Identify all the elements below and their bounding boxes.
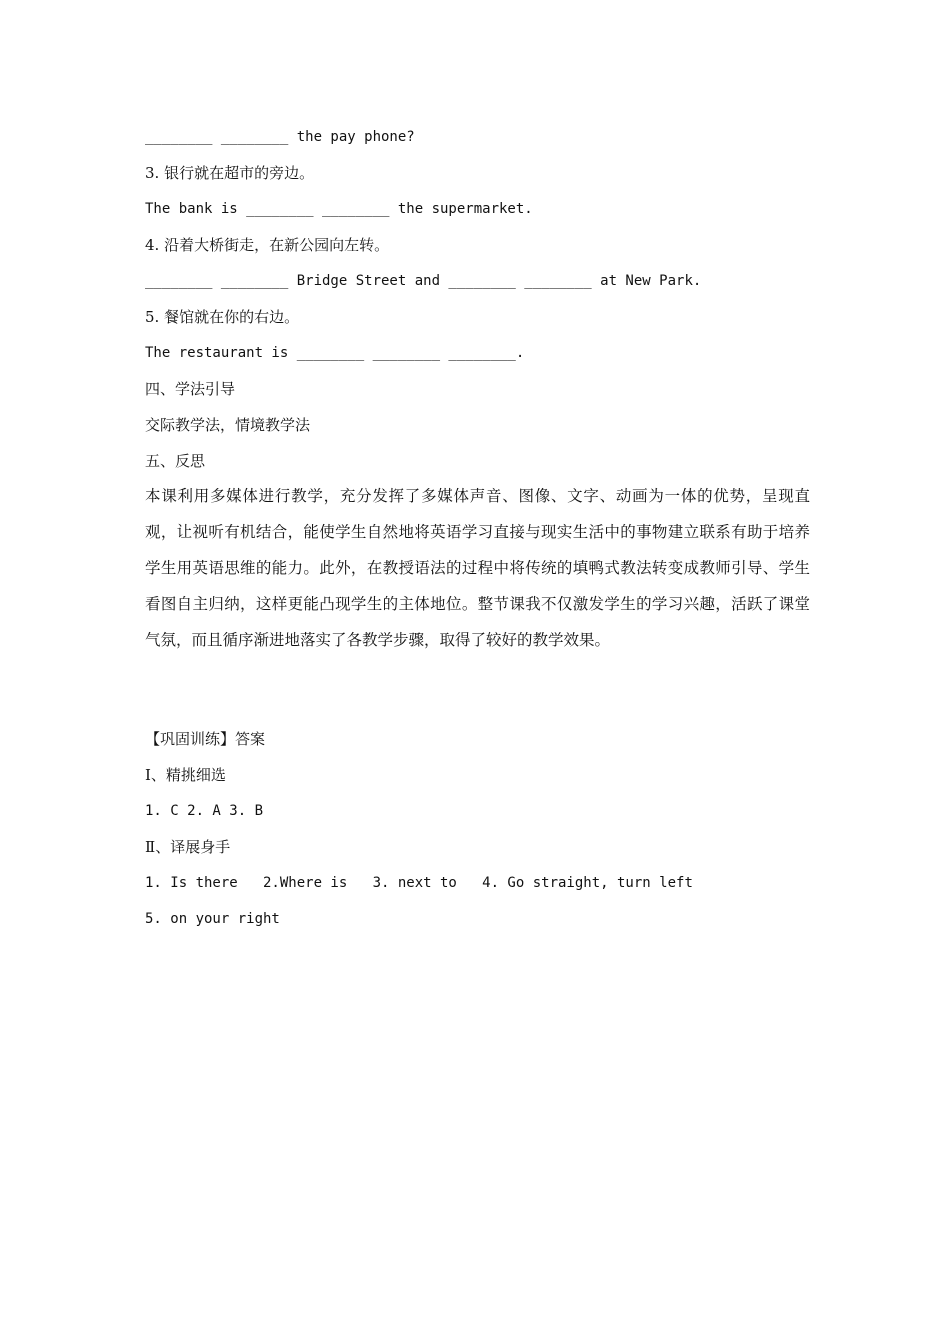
section-four-heading: 四、学法引导 — [145, 380, 236, 398]
answers-section-1-values: 1. C 2. A 3. B — [145, 803, 264, 819]
exercise-2-english-line: ________ ________ the pay phone? — [145, 129, 415, 145]
answers-section-2-values-line2: 5. on your right — [145, 911, 280, 927]
exercise-3-english-line: The bank is ________ ________ the supermarket. — [145, 201, 533, 217]
answers-section-2-title: Ⅱ、译展身手 — [145, 838, 231, 856]
exercise-5-chinese-prompt: 5. 餐馆就在你的右边。 — [145, 308, 300, 326]
exercise-4-english-line: ________ ________ Bridge Street and ________ ________ at New Park. — [145, 273, 702, 289]
exercise-5-english-line: The restaurant is ________ ________ ________. — [145, 345, 525, 361]
exercise-3-chinese-prompt: 3. 银行就在超市的旁边。 — [145, 164, 315, 182]
reflection-paragraph: 本课利用多媒体进行教学，充分发挥了多媒体声音、图像、文字、动画为一体的优势，呈现直观，让视听有机结合，能使学生自然地将英语学习直接与现实生活中的事物建立联系有助于培养学生用英语思维的能力。此外，在教授语法的过程中将传统的填鸭式教法转变成教师引导、学生看图自主归纳，这样更能凸现学生的主体地位。整节课我不仅激发学生的学习兴趣，活跃了课堂气氛，而且循序渐进地落实了各教学步骤，取得了较好的教学效果。 — [145, 487, 810, 649]
answers-section-1-title: Ⅰ、精挑细选 — [145, 766, 226, 784]
section-five-heading: 五、反思 — [145, 452, 206, 470]
answers-heading: 【巩固训练】答案 — [145, 730, 266, 748]
answers-section-2-values-line1: 1. Is there 2.Where is 3. next to 4. Go straight, turn left — [145, 875, 693, 891]
learning-methods-text: 交际教学法，情境教学法 — [145, 416, 311, 434]
exercise-4-chinese-prompt: 4. 沿着大桥街走，在新公园向左转。 — [145, 236, 390, 254]
